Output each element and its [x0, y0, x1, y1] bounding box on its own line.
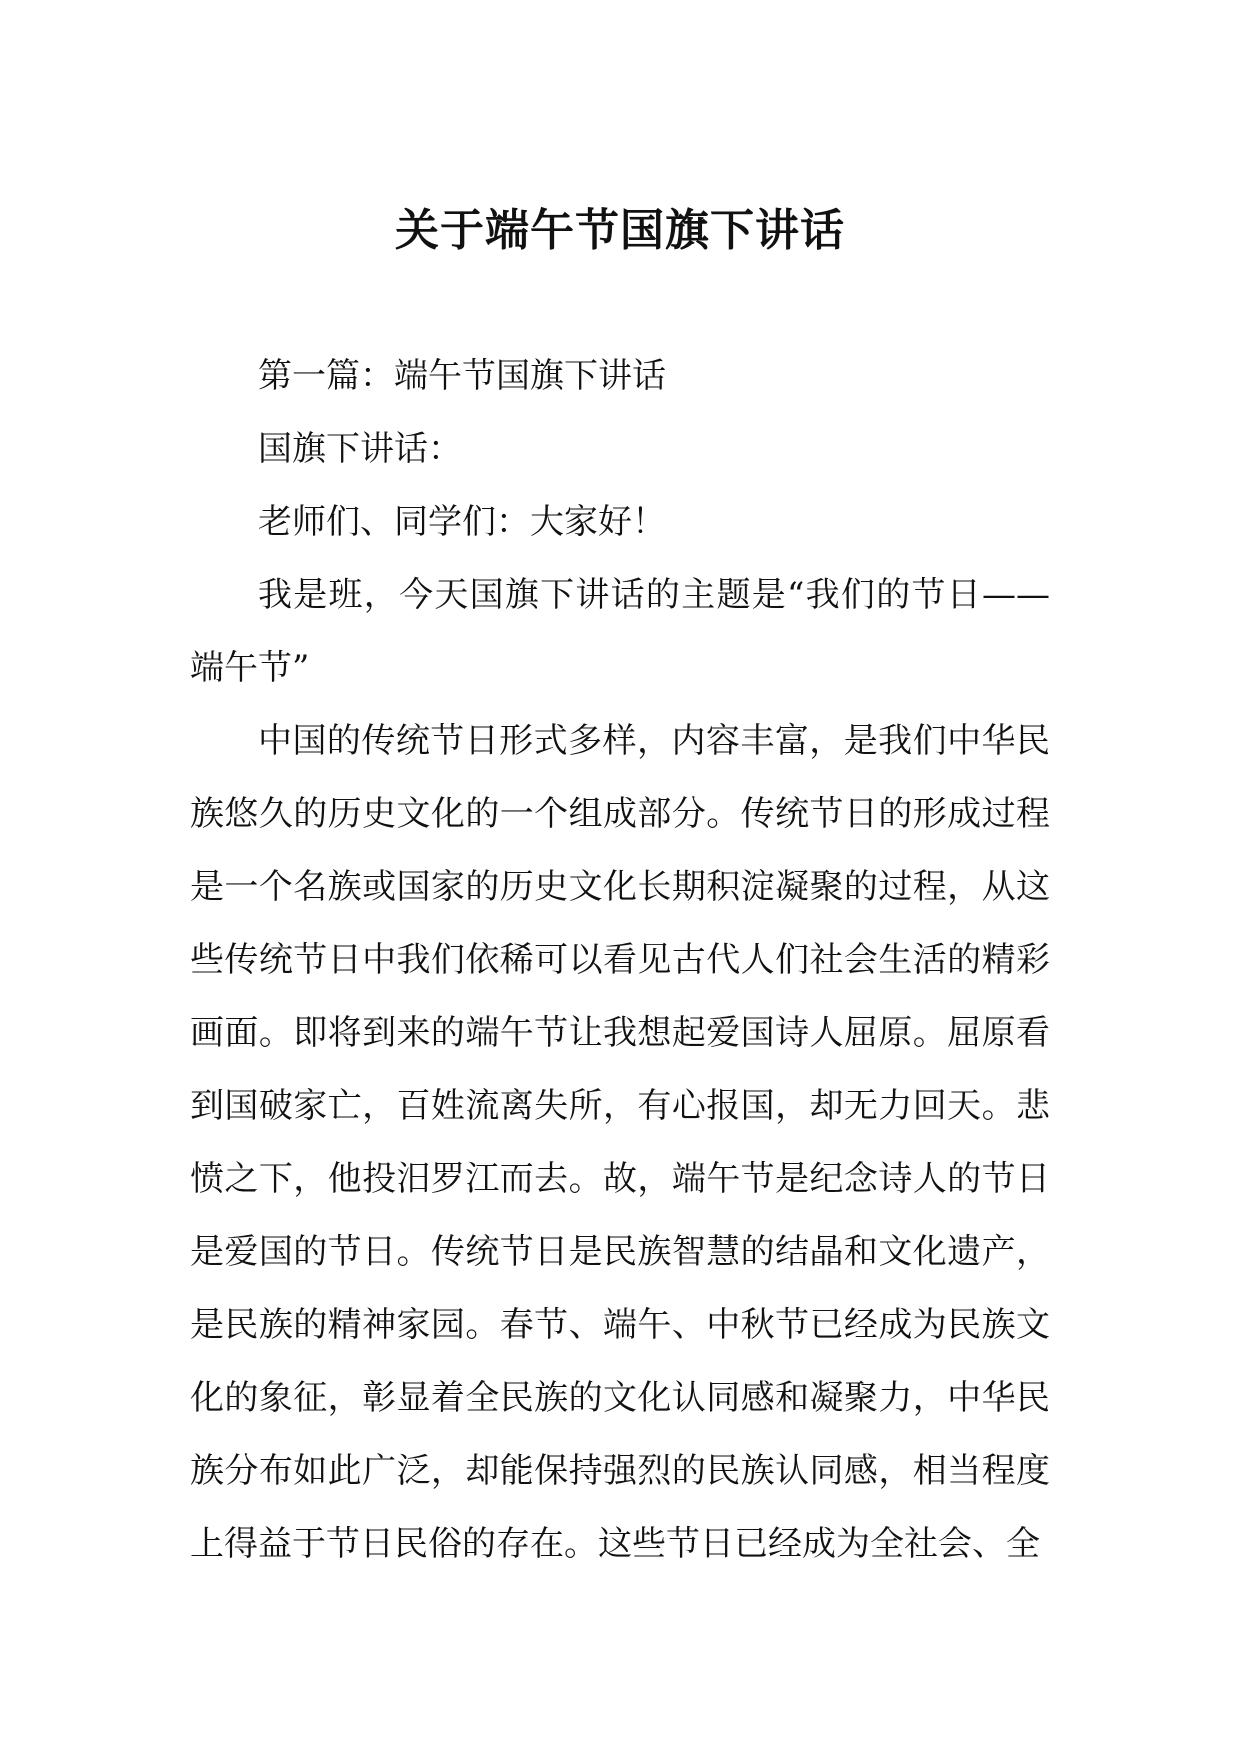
speech-label: 国旗下讲话： — [258, 429, 462, 469]
section-heading: 第一篇：端午节国旗下讲话 — [258, 356, 666, 396]
main-paragraph: 中国的传统节日形式多样，内容丰富，是我们中华民族悠久的历史文化的一个组成部分。传统节日的形成过程是一个名族或国家的历史文化长期积淀凝聚的过程，从这些传统节日中我们依稀可以看见古代人们社会生活的精彩画面。即将到来的端午节让我想起爱国诗人屈原。屈原看到国破家亡，百姓流离失所，有心报国，却无力回天。悲愤之下，他投汨罗江而去。故，端午节是纪念诗人的节日是爱国的节日。传统节日是民族智慧的结晶和文化遗产，是民族的精神家园。春节、端午、中秋节已经成为民族文化的象征，彰显着全民族的文化认同感和凝聚力，中华民族分布如此广泛，却能保持强烈的民族认同感，相当程度上得益于节日民俗的存在。这些节日已经成为全社会、全 — [190, 721, 1050, 1564]
document-body — [190, 340, 1050, 1581]
intro-paragraph: 我是班，今天国旗下讲话的主题是“我们的节日——端午节” — [190, 575, 1050, 688]
greeting-paragraph: 老师们、同学们：大家好！ — [258, 502, 666, 542]
document-title: 关于端午节国旗下讲话 — [395, 205, 845, 257]
